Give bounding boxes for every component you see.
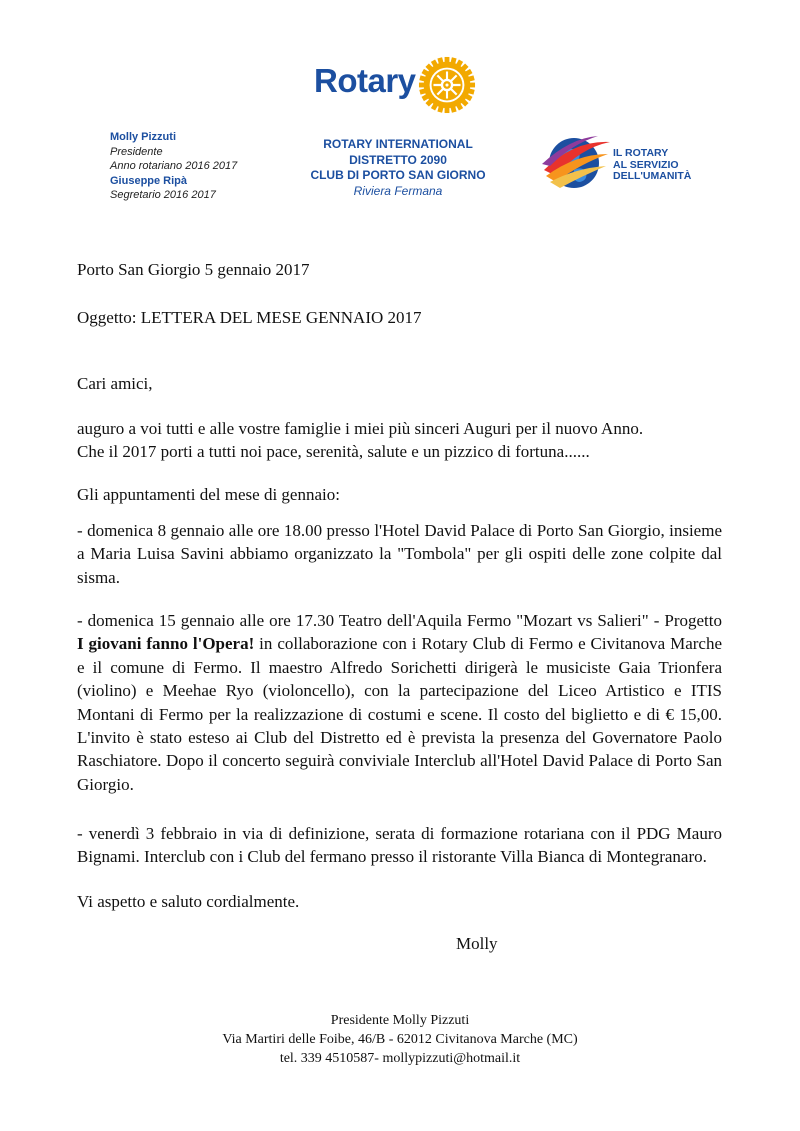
intro-line-2: Che il 2017 porti a tutti noi pace, serenità, salute e un pizzico di fortuna......: [77, 442, 590, 462]
club-area: Riviera Fermana: [353, 183, 443, 198]
footer-address: Via Martiri delle Foibe, 46/B - 62012 Civitanova Marche (MC): [222, 1032, 578, 1047]
footer-contact: tel. 339 4510587- mollypizzuti@hotmail.it: [279, 1051, 521, 1066]
rotary-wheel-icon: [418, 56, 476, 114]
letter-signature: Molly: [456, 934, 498, 953]
rotary-logo: [314, 56, 484, 112]
rotary-wordmark: Rotary: [314, 62, 416, 99]
appointment-item-1: - domenica 8 gennaio alle ore 18.00 presso l'Hotel David Palace di Porto San Giorgio, insieme a Maria Luisa Savini abbiamo organizzato la "Tombola" per gli ospiti delle zone colpite dal sisma.: [77, 521, 722, 587]
intro-line-1: auguro a voi tutti e alle vostre famiglie i miei più sinceri Auguri per il nuovo Anno.: [77, 419, 644, 438]
club-name: CLUB DI PORTO SAN GIORNO: [310, 168, 486, 183]
project-title: I giovani fanno l'Opera!: [77, 634, 255, 654]
club-heading: [280, 137, 516, 199]
appointment-item-2: - domenica 15 gennaio alle ore 17.30 Teatro dell'Aquila Fermo "Mozart vs Salieri" - Progetto I giovani fanno l'Opera! in collaborazione con i Rotary Club di Fermo e Civitanova Marche e il comune di Fermo. Il maestro Alfredo Sorichetti dirigerà le musiciste Gaia Trionfera (violino) e Meehae Ryo (violoncello), con la partecipazione del Liceo Artistico e ITIS Montani di Fermo per la realizzazione di costumi e scene. Il costo del biglietto e di € 15,00. L'invito è stato esteso ai Club del Distretto ed è prevista la presenza del Governatore Paolo Raschiatore. Dopo il concerto seguirà conviviale Interclub all'Hotel David Palace di Porto San Giorgio.: [77, 611, 722, 794]
president-term: Anno rotariano 2016 2017: [110, 160, 238, 173]
appointment-item-3: - venerdì 3 febbraio in via di definizione, serata di formazione rotariana con il PDG Mauro Bignami. Interclub con i Club del fermano presso il ristorante Villa Bianca di Montegranaro.: [77, 824, 722, 867]
footer-name: Presidente Molly Pizzuti: [330, 1013, 470, 1028]
president-name: Molly Pizzuti: [110, 131, 176, 143]
club-district: DISTRETTO 2090: [349, 152, 447, 167]
letter-subject: Oggetto: LETTERA DEL MESE GENNAIO 2017: [77, 308, 422, 327]
appointments-heading: Gli appuntamenti del mese di gennaio:: [77, 485, 340, 504]
club-officers: [110, 130, 237, 203]
letter-closing: Vi aspetto e saluto cordialmente.: [77, 892, 300, 911]
secretary-name: Giuseppe Ripà: [110, 174, 188, 187]
club-org: ROTARY INTERNATIONAL: [323, 137, 473, 151]
theme-motto: IL ROTARY AL SERVIZIO DELL'UMANITÀ: [613, 147, 692, 182]
letter-date: Porto San Giorgio 5 gennaio 2017: [77, 260, 310, 279]
letter-greeting: Cari amici,: [77, 374, 153, 393]
intro-paragraph: [77, 417, 722, 464]
president-title: Presidente: [110, 145, 163, 158]
secretary-title: Segretario 2016 2017: [110, 189, 216, 202]
letter-footer: [0, 1011, 800, 1068]
theme-logo: [540, 130, 720, 194]
globe-swoosh-icon: [540, 130, 612, 194]
